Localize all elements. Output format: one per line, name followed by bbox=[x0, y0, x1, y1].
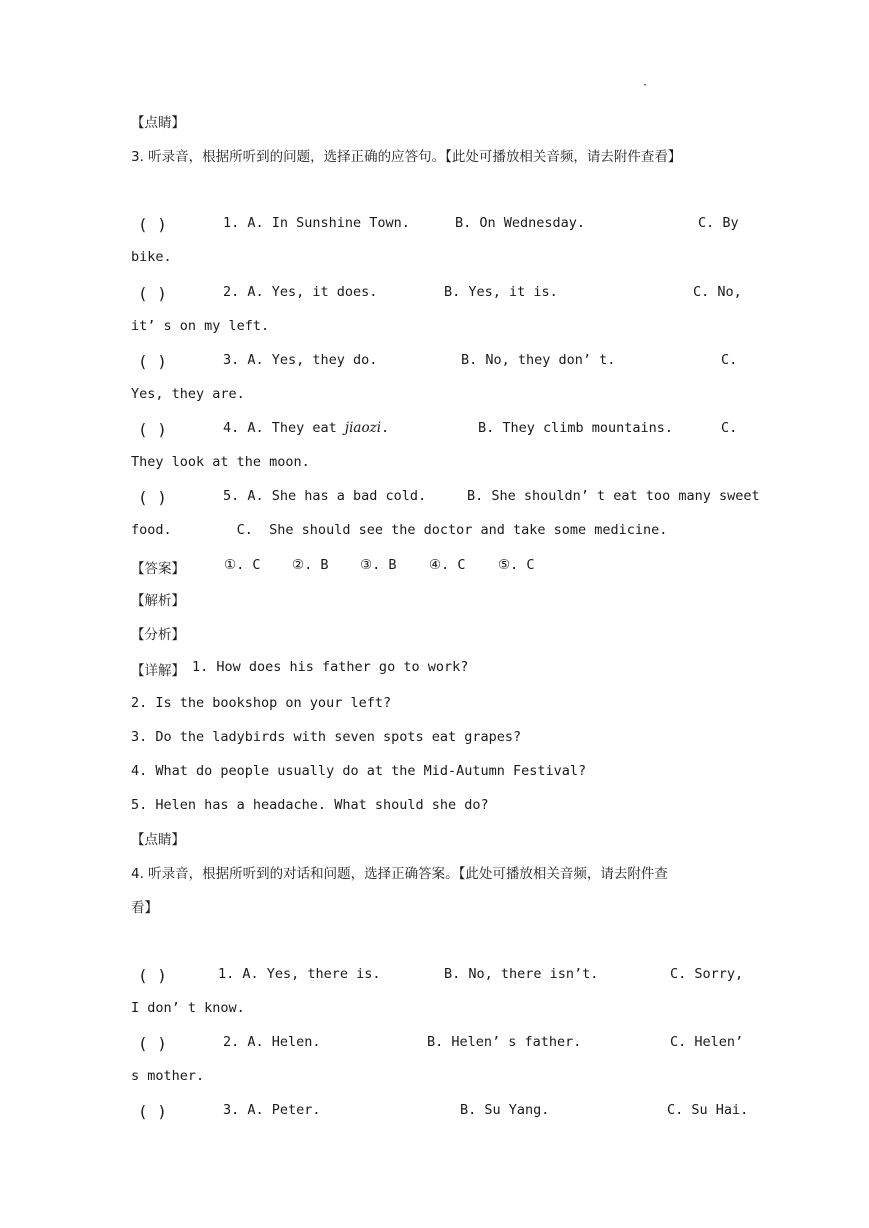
option-b: B. They climb mountains. bbox=[478, 420, 674, 436]
detail-text: 2. Is the bookshop on your left? bbox=[131, 695, 392, 711]
section-label-dianjing-2: 【点睛】 bbox=[131, 832, 185, 848]
answer-paren: ( ) bbox=[138, 966, 167, 985]
page-mark: · bbox=[642, 80, 649, 91]
option-c: C. By bbox=[698, 215, 739, 231]
option-b: B. Helen’ s father. bbox=[427, 1034, 582, 1050]
answer-paren: ( ) bbox=[138, 1102, 167, 1121]
detail-text: 1. How does his father go to work? bbox=[192, 659, 469, 675]
option-c-wrap: Yes, they are. bbox=[131, 386, 245, 402]
option-a bbox=[223, 420, 389, 436]
answer-paren: ( ) bbox=[138, 488, 167, 507]
detail-text: 5. Helen has a headache. What should she do? bbox=[131, 797, 489, 813]
answer-paren: ( ) bbox=[138, 284, 167, 303]
option-b: B. On Wednesday. bbox=[455, 215, 586, 231]
option-a: 2. A. Helen. bbox=[223, 1034, 321, 1050]
option-c: C. No, bbox=[693, 284, 742, 300]
option-c-wrap: bike. bbox=[131, 249, 172, 265]
option-a: 3. A. Yes, they do. bbox=[223, 352, 378, 368]
option-c-wrap: it’ s on my left. bbox=[131, 318, 270, 334]
question-3-prompt: 3. 听录音，根据所听到的问题，选择正确的应答句。【此处可播放相关音频，请去附件查看】 bbox=[131, 149, 682, 165]
detail-text: 3. Do the ladybirds with seven spots eat grapes? bbox=[131, 729, 522, 745]
option-a: 2. A. Yes, it does. bbox=[223, 284, 378, 300]
option-a-italic: jiaozi bbox=[344, 420, 382, 436]
option-a: 3. A. Peter. bbox=[223, 1102, 321, 1118]
answer-paren: ( ) bbox=[138, 215, 167, 234]
answer-paren: ( ) bbox=[138, 1034, 167, 1053]
option-a: 1. A. Yes, there is. bbox=[218, 966, 381, 982]
answer-label: 【答案】 bbox=[131, 561, 185, 577]
option-b: B. Yes, it is. bbox=[444, 284, 558, 300]
answer-paren: ( ) bbox=[138, 352, 167, 371]
option-b: B. No, there isn’t. bbox=[444, 966, 599, 982]
option-c: C. Sorry, bbox=[670, 966, 744, 982]
question-4-prompt-cont: 看】 bbox=[131, 900, 158, 916]
section-label-dianjing: 【点睛】 bbox=[131, 115, 185, 131]
option-a: 5. A. She has a bad cold. bbox=[223, 488, 427, 504]
section-label-xiangjie: 【详解】 bbox=[131, 663, 185, 679]
question-4-prompt: 4. 听录音，根据所听到的对话和问题，选择正确答案。【此处可播放相关音频，请去附件查 bbox=[131, 866, 668, 882]
option-c: C. bbox=[721, 420, 738, 436]
option-c-wrap: They look at the moon. bbox=[131, 454, 310, 470]
answer-3: ③. B bbox=[360, 557, 397, 573]
option-c: C. Su Hai. bbox=[667, 1102, 749, 1118]
option-a: 1. A. In Sunshine Town. bbox=[223, 215, 410, 231]
option-c: C. bbox=[721, 352, 738, 368]
option-b: B. Su Yang. bbox=[460, 1102, 550, 1118]
detail-text: 4. What do people usually do at the Mid-Autumn Festival? bbox=[131, 763, 587, 779]
option-c-wrap: s mother. bbox=[131, 1068, 205, 1084]
option-b: B. She shouldn’ t eat too many sweet bbox=[467, 488, 760, 504]
option-a-after: . bbox=[381, 420, 390, 436]
answer-paren: ( ) bbox=[138, 420, 167, 439]
option-b: B. No, they don’ t. bbox=[461, 352, 616, 368]
section-label-jiexi: 【解析】 bbox=[131, 593, 185, 609]
answer-2: ②. B bbox=[292, 557, 329, 573]
section-label-fenxi: 【分析】 bbox=[131, 627, 185, 643]
answer-4: ④. C bbox=[429, 557, 466, 573]
option-a-text: 4. A. They eat bbox=[223, 420, 345, 436]
option-wrap: food. C. She should see the doctor and take some medicine. bbox=[131, 522, 668, 538]
option-c-wrap: I don’ t know. bbox=[131, 1000, 245, 1016]
answer-5: ⑤. C bbox=[498, 557, 535, 573]
option-c: C. Helen’ bbox=[670, 1034, 744, 1050]
answer-1: ①. C bbox=[224, 557, 261, 573]
